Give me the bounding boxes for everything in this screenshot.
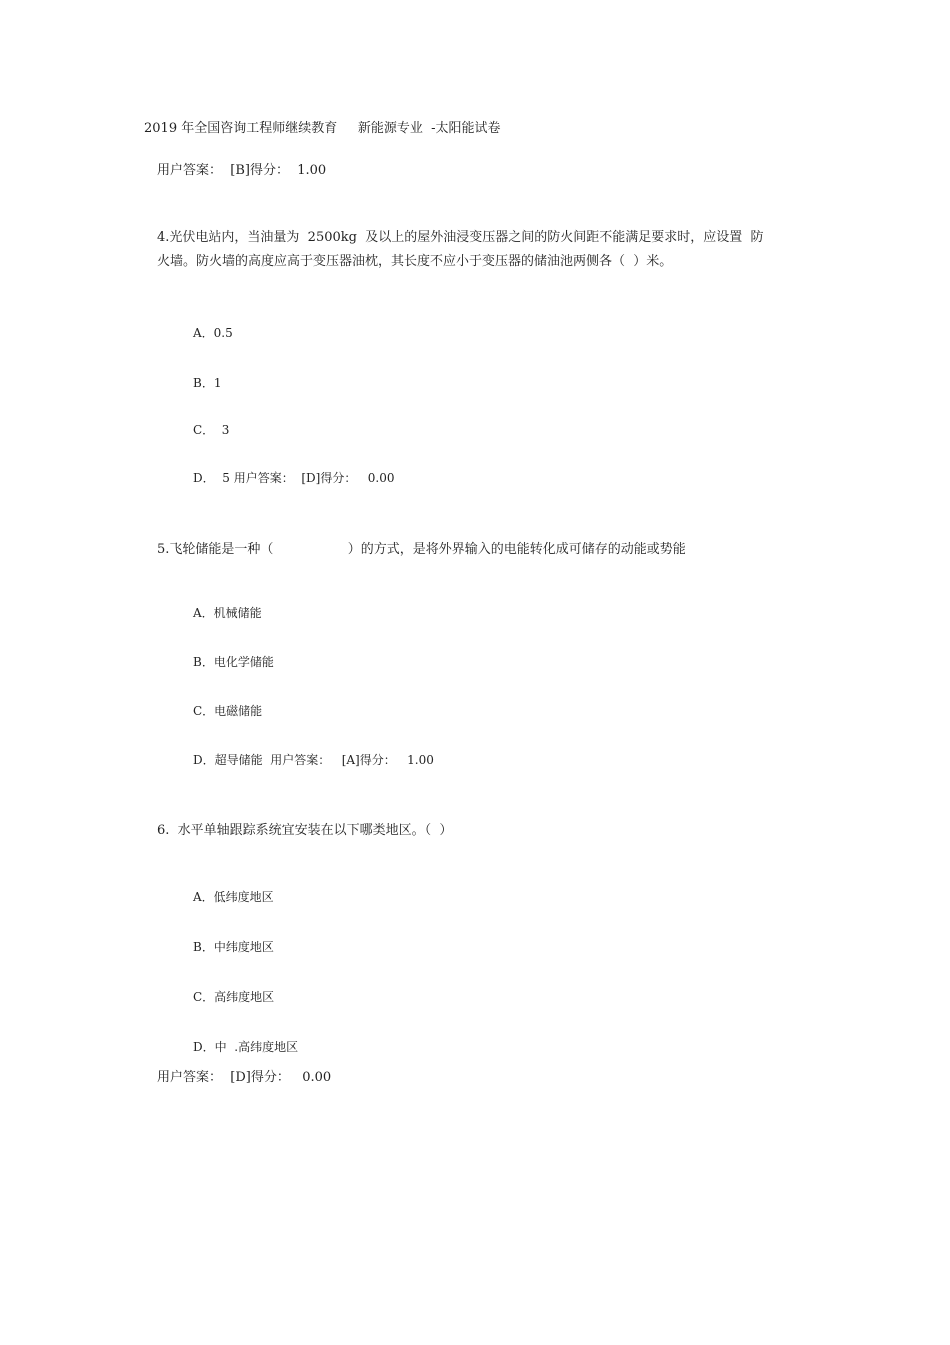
question-6-option-c: C．高纬度地区: [193, 990, 275, 1004]
question-4-stem-line-1: 4.光伏电站内，当油量为 2500kg 及以上的屋外油浸变压器之间的防火间距不能满足要求时，应设置 防: [157, 230, 764, 245]
question-6-stem: 6. 水平单轴跟踪系统宜安装在以下哪类地区。（ ）: [157, 823, 453, 838]
question-6-option-b: B．中纬度地区: [193, 940, 274, 954]
question-4-option-d-with-answer: D． 5 用户答案： [D]得分： 0.00: [193, 471, 395, 485]
page-title: 2019 年全国咨询工程师继续教育 新能源专业 -太阳能试卷: [144, 121, 501, 136]
previous-user-answer: 用户答案： [B]得分： 1.00: [157, 163, 327, 178]
question-5-option-a: A．机械储能: [193, 606, 262, 620]
question-5-option-b: B．电化学储能: [193, 655, 274, 669]
question-5-option-d-with-answer: D．超导储能 用户答案： [A]得分： 1.00: [193, 753, 434, 767]
question-4-stem-line-2: 火墙。防火墙的高度应高于变压器油枕，其长度不应小于变压器的储油池两侧各（ ）米。: [157, 254, 673, 269]
question-5-option-c: C．电磁储能: [193, 704, 263, 718]
question-4-option-c: C． 3: [193, 423, 230, 437]
question-4-option-a: A．0.5: [193, 326, 233, 340]
question-4-option-b: B．1: [193, 376, 222, 390]
question-5-stem: 5.飞轮储能是一种（ ）的方式，是将外界输入的电能转化成可储存的动能或势能: [157, 542, 686, 557]
question-6-user-answer: 用户答案： [D]得分： 0.00: [157, 1070, 332, 1085]
question-6-option-d: D．中 .高纬度地区: [193, 1040, 299, 1054]
question-6-option-a: A．低纬度地区: [193, 890, 274, 904]
